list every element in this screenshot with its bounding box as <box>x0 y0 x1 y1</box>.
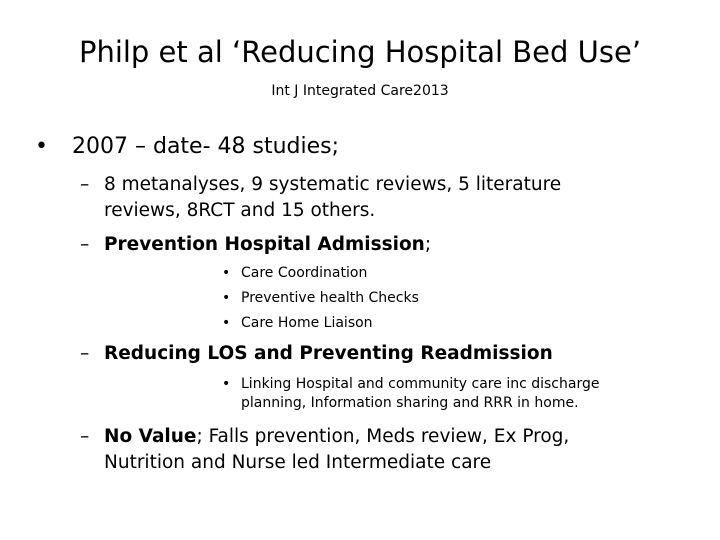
dash-icon: – <box>80 234 90 255</box>
bullet-icon: • <box>35 134 48 159</box>
no-value-rest: ; Falls prevention, Meds review, Ex Prog, <box>196 426 570 447</box>
reducing-item-line1: Linking Hospital and community care inc discharge <box>241 376 600 392</box>
reducing-heading-bold: Reducing LOS and Preventing Readmission <box>104 343 553 364</box>
studies-breakdown-line1: 8 metanalyses, 9 systematic reviews, 5 literature <box>104 174 562 195</box>
bullet-icon: • <box>222 290 231 306</box>
no-value-bold: No Value <box>104 426 197 447</box>
prevention-heading-rest: ; <box>424 234 432 255</box>
bullet-icon: • <box>222 376 231 392</box>
prevention-heading-bold: Prevention Hospital Admission <box>104 234 425 255</box>
bullet-icon: • <box>222 315 231 331</box>
slide-title: Philp et al ‘Reducing Hospital Bed Use’ <box>78 35 642 69</box>
no-value-line2: Nutrition and Nurse led Intermediate care <box>104 452 492 473</box>
prevention-item-care-home-liaison: Care Home Liaison <box>241 315 373 331</box>
dash-icon: – <box>80 174 90 195</box>
prevention-item-care-coordination: Care Coordination <box>241 265 368 281</box>
reducing-item-line2: planning, Information sharing and RRR in home. <box>241 395 579 411</box>
dash-icon: – <box>80 426 90 447</box>
slide-subtitle: Int J Integrated Care2013 <box>271 83 449 99</box>
no-value-line1 <box>104 424 569 449</box>
dash-icon: – <box>80 343 90 364</box>
reducing-heading <box>104 341 553 366</box>
studies-breakdown-line2: reviews, 8RCT and 15 others. <box>104 200 376 221</box>
bullet-icon: • <box>222 265 231 281</box>
prevention-heading <box>104 232 431 257</box>
prevention-item-health-checks: Preventive health Checks <box>241 290 419 306</box>
bullet-studies-count: 2007 – date- 48 studies; <box>72 134 340 159</box>
